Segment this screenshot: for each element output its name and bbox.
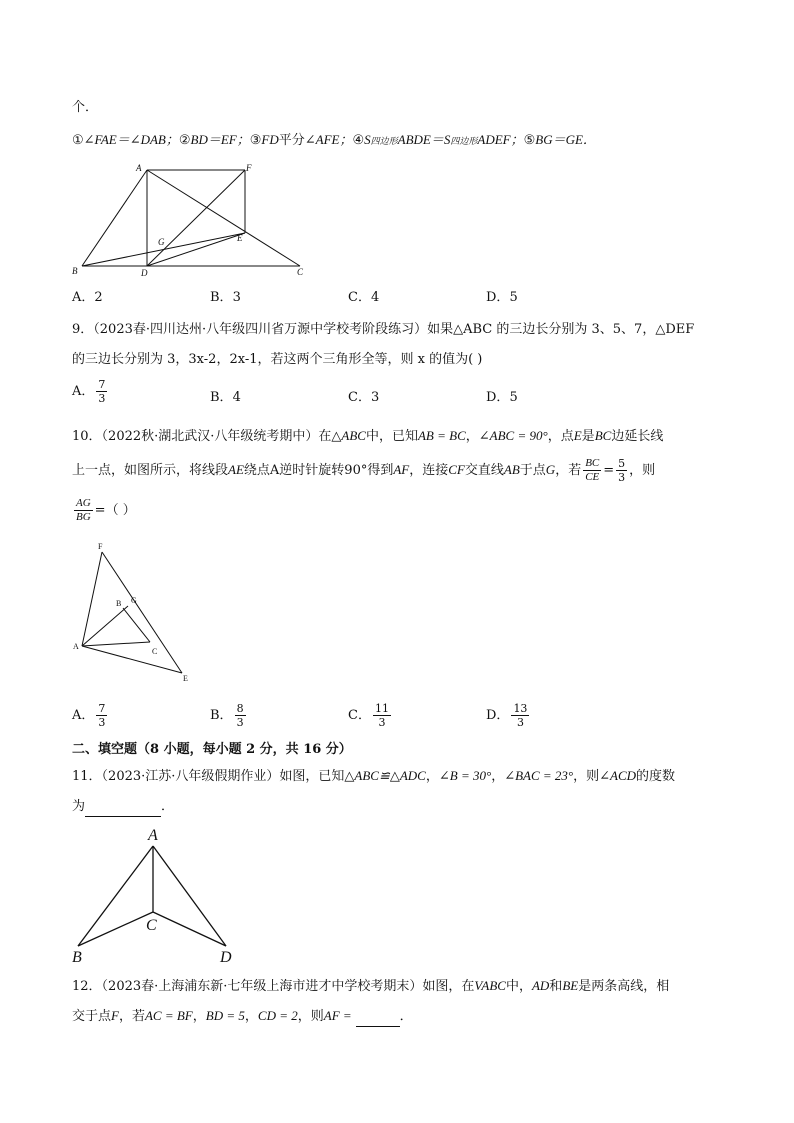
q8-figure xyxy=(70,160,320,280)
q10-option-letter: A． xyxy=(72,708,95,723)
q8-c3-a: FD xyxy=(261,132,279,147)
q9-option-a[interactable] xyxy=(72,378,109,405)
q10-option-letter: B． xyxy=(210,708,233,723)
q8-label-A: A xyxy=(136,163,142,173)
q10-text: ， xyxy=(465,429,479,444)
q10-math: G xyxy=(545,462,556,477)
q10-text: 是 xyxy=(581,429,595,444)
q8-c1-text: ∠FAE＝∠DAB； xyxy=(83,132,179,147)
q12-math: BE xyxy=(562,978,579,993)
q12-line-2 xyxy=(72,1006,413,1027)
q10-line-3 xyxy=(72,496,136,526)
q10-option-a[interactable] xyxy=(72,702,109,729)
q9-option-letter: D． xyxy=(486,390,510,405)
q8-label-C: C xyxy=(297,267,304,277)
q10-math: E xyxy=(573,428,582,443)
q9-line-1: 9．（2023春·四川达州·八年级四川省万源中学校考阶段练习）如果△ABC 的三边长分别为 3、5、7，△DEF xyxy=(72,322,695,337)
q10-text: 上一点，如图所示，将线段 xyxy=(72,463,229,478)
q8-option-letter: B． xyxy=(210,290,233,305)
q10-line-1 xyxy=(72,426,663,447)
q10-option-fraction xyxy=(96,702,107,729)
q11-line-2 xyxy=(72,797,174,817)
q11-figure xyxy=(70,826,250,966)
q10-math: CF xyxy=(448,462,465,477)
q12-text: ． xyxy=(399,1009,413,1024)
q11-text: ，则 xyxy=(573,769,600,784)
q8-option-c[interactable] xyxy=(348,286,379,305)
q10-label-C: C xyxy=(152,647,158,656)
q10-math: △ABC xyxy=(331,428,366,443)
fraction-numerator: 13 xyxy=(513,702,528,715)
q8-seg-FD xyxy=(147,170,245,266)
q10-figure xyxy=(70,540,200,690)
q10-option-d[interactable] xyxy=(486,702,531,729)
q10-ratio-value xyxy=(616,457,627,484)
q10-seg-BC xyxy=(123,608,150,642)
q8-c3-c: ∠AFE； xyxy=(304,132,353,147)
q10-math: AB xyxy=(503,462,520,477)
q8-c3-marker: ③ xyxy=(249,133,262,148)
q11-seg-CD xyxy=(153,912,226,946)
q8-option-value: 3 xyxy=(232,290,241,305)
q8-label-E: E xyxy=(237,233,243,243)
q8-option-letter: C． xyxy=(348,290,371,305)
q10-equals: = xyxy=(603,463,615,478)
q12-math: CD = 2 xyxy=(257,1008,298,1023)
q12-math: F xyxy=(111,1008,119,1023)
q10-math: AB = BC xyxy=(417,428,466,443)
q8-c5-marker: ⑤ xyxy=(523,133,536,148)
q10-text: 边延长线 xyxy=(611,429,664,444)
q8-c4-sub1: 四边形 xyxy=(370,137,398,147)
q9-option-b[interactable] xyxy=(210,386,241,405)
q8-option-value: 4 xyxy=(370,290,380,305)
q10-text: ，点 xyxy=(547,429,574,444)
q9-option-value: 4 xyxy=(232,390,241,405)
q12-text: 是两条高线，相 xyxy=(578,979,670,994)
q12-math: AF = xyxy=(323,1008,352,1023)
q9-option-value: 5 xyxy=(509,390,518,405)
q10-text: ，则 xyxy=(629,463,656,478)
fraction-numerator: 8 xyxy=(236,702,244,715)
fraction-denominator: CE xyxy=(585,471,600,483)
q8-label-B: B xyxy=(72,266,78,276)
q11-answer-blank[interactable] xyxy=(85,802,161,817)
q11-math: △ABC≌△ADC xyxy=(344,768,426,783)
fraction-denominator: 3 xyxy=(98,716,106,729)
q10-option-fraction xyxy=(511,702,529,729)
fraction-denominator: 3 xyxy=(378,716,386,729)
q12-text: ，若 xyxy=(118,1009,145,1024)
q10-math: ∠ABC = 90° xyxy=(478,428,548,443)
q8-option-b[interactable] xyxy=(210,286,241,305)
fraction-denominator: 3 xyxy=(618,471,626,484)
q11-seg-AD xyxy=(153,846,226,946)
q10-option-fraction xyxy=(373,702,391,729)
q10-text: 交直线 xyxy=(464,463,504,478)
q12-text: ，则 xyxy=(297,1009,324,1024)
q10-text: 10．（2022秋·湖北武汉·八年级统考期中）在 xyxy=(72,429,332,444)
q8-c4-end: ADEF； xyxy=(477,132,524,147)
q11-label-A: A xyxy=(148,827,158,844)
q10-text: 中，已知 xyxy=(365,429,418,444)
fraction-denominator: 3 xyxy=(98,392,106,405)
q10-answer-slot: =（ ） xyxy=(94,503,136,518)
q11-seg-AB xyxy=(78,846,153,946)
q10-option-b[interactable] xyxy=(210,702,248,729)
fraction-numerator: 5 xyxy=(618,457,626,470)
q10-label-B: B xyxy=(116,599,122,608)
q8-c4-s1: S xyxy=(364,132,371,147)
q12-math: AD xyxy=(531,978,550,993)
q11-text: ， xyxy=(491,769,505,784)
q11-text: 的度数 xyxy=(636,769,676,784)
q8-c4-sub2: 四边形 xyxy=(450,137,478,147)
q10-option-fraction xyxy=(235,702,246,729)
fraction-numerator: BC xyxy=(585,457,600,469)
q10-text: 绕点A逆时针旋转90°得到 xyxy=(243,463,394,478)
q8-option-value: 2 xyxy=(94,290,103,305)
q10-label-G: G xyxy=(131,596,137,605)
q8-c4-marker: ④ xyxy=(352,133,365,148)
fraction-denominator: 3 xyxy=(236,716,244,729)
q11-text: 11．（2023·江苏·八年级假期作业）如图，已知 xyxy=(72,769,345,784)
q10-math: AE xyxy=(228,462,244,477)
fraction-numerator: 11 xyxy=(374,702,389,715)
q12-text: 和 xyxy=(549,979,563,994)
q10-math: AF xyxy=(393,462,410,477)
q10-text: ，连接 xyxy=(409,463,449,478)
q11-text: ． xyxy=(161,799,175,814)
q10-option-letter: C． xyxy=(348,708,371,723)
q12-math: VABC xyxy=(474,978,506,993)
q8-option-letter: D． xyxy=(486,290,510,305)
q9-option-c[interactable] xyxy=(348,386,379,405)
q11-seg-BC xyxy=(78,912,153,946)
q12-text: ， xyxy=(244,1009,258,1024)
q12-answer-blank[interactable] xyxy=(356,1012,400,1027)
q11-line-1 xyxy=(72,766,675,787)
q9-option-a-fraction xyxy=(96,378,107,405)
q11-math: ∠B = 30° xyxy=(438,768,492,783)
q11-label-B: B xyxy=(72,949,82,966)
q8-statements xyxy=(72,130,596,152)
top-fragment: 个． xyxy=(72,100,99,115)
q8-option-d[interactable] xyxy=(486,286,518,305)
q12-text: 交于点 xyxy=(72,1009,112,1024)
q10-text: 于点 xyxy=(519,463,546,478)
q9-option-value: 3 xyxy=(370,390,380,405)
q11-math: ∠BAC = 23° xyxy=(504,768,574,783)
q10-ratio-bc-ce xyxy=(583,457,601,484)
q8-label-G: G xyxy=(158,237,165,247)
q10-seg-AF xyxy=(82,552,102,646)
q9-line-2: 的三边长分别为 3，3x-2，2x-1，若这两个三角形全等，则 x 的值为( ) xyxy=(72,352,483,367)
q9-option-letter: B． xyxy=(210,390,233,405)
q8-option-a[interactable] xyxy=(72,286,103,305)
q8-label-D: D xyxy=(141,268,148,278)
q10-label-E: E xyxy=(183,674,188,683)
q10-seg-AC xyxy=(82,642,150,646)
q10-option-letter: D． xyxy=(486,708,510,723)
q8-label-F: F xyxy=(246,163,252,173)
fraction-numerator: AG xyxy=(76,497,91,509)
q12-math: BD = 5 xyxy=(205,1008,245,1023)
q9-option-d[interactable] xyxy=(486,386,518,405)
q9-option-letter: A． xyxy=(72,384,95,399)
q12-text: 12．（2023春·上海浦东新·七年级上海市进才中学校考期末）如图，在 xyxy=(72,979,475,994)
q12-text: ， xyxy=(192,1009,206,1024)
q10-option-c[interactable] xyxy=(348,702,393,729)
q8-c4-mid: ABDE＝S xyxy=(397,132,451,147)
q8-c2-text: BD＝EF； xyxy=(190,132,250,147)
q8-c3-b: 平分 xyxy=(278,133,305,148)
q10-math: BC xyxy=(594,428,612,443)
fraction-numerator: 7 xyxy=(98,378,106,391)
q8-option-letter: A． xyxy=(72,290,95,305)
fraction-numerator: 7 xyxy=(98,702,106,715)
q10-line-2 xyxy=(72,456,655,485)
q12-line-1 xyxy=(72,976,669,997)
q10-asked-ratio xyxy=(74,497,93,524)
q11-text: 为 xyxy=(72,799,86,814)
q12-text: 中， xyxy=(505,979,532,994)
q8-seg-AB xyxy=(82,170,147,266)
q9-option-letter: C． xyxy=(348,390,371,405)
fraction-denominator: BG xyxy=(76,511,91,523)
q11-label-D: D xyxy=(220,949,232,966)
q11-math: ∠ACD xyxy=(599,768,637,783)
q8-c2-marker: ② xyxy=(178,133,191,148)
q11-text: ， xyxy=(425,769,439,784)
q10-label-A: A xyxy=(73,642,79,651)
q8-seg-AC xyxy=(147,170,300,266)
q8-c5-text: BG＝GE． xyxy=(535,132,596,147)
q10-text: ，若 xyxy=(555,463,582,478)
q12-math: AC = BF xyxy=(144,1008,193,1023)
q8-option-value: 5 xyxy=(509,290,518,305)
q11-label-C: C xyxy=(146,917,157,934)
q10-label-F: F xyxy=(98,542,103,551)
fraction-denominator: 3 xyxy=(516,716,524,729)
section-heading-fill-in: 二、填空题（8 小题，每小题 2 分，共 16 分） xyxy=(72,742,352,757)
q8-c1-marker: ① xyxy=(72,133,84,148)
